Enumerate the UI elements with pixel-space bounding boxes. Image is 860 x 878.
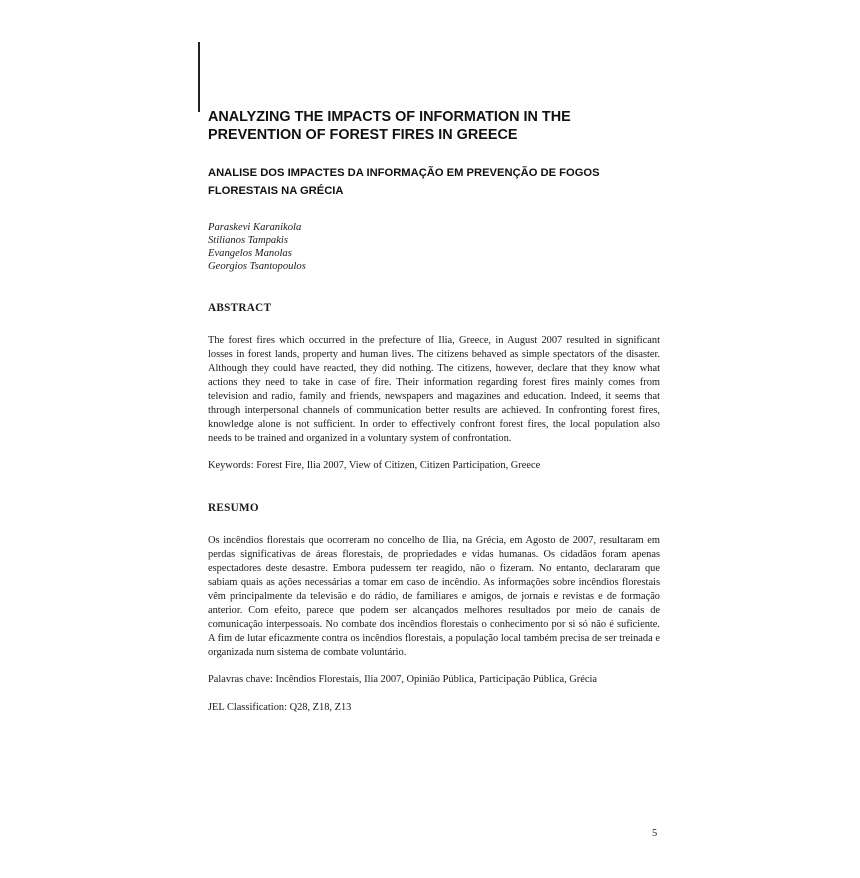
abstract-text: The forest fires which occurred in the prefecture of Ilia, Greece, in August 2007 resulted in significant losses in forest lands, property and human lives. The citizens behaved as simple spectators of the disaster. Although they could have reacted, they did nothing. The citizens, however, declare that they know what actions they need to take in case of fire. Their information regarding forest fires mainly comes from television and radio, family and friends, newspapers and magazines and education. Indeed, it seems that through interpersonal channels of communication better results are achieved. In confronting forest fires, knowledge alone is not sufficient. In order to effectively confront forest fires, the local population also needs to be trained and organized in a voluntary system of confrontation.: [208, 335, 660, 444]
resumo-text: Os incêndios florestais que ocorreram no concelho de Ilia, na Grécia, em Agosto de 2007, resultaram em perdas significativas de áreas florestais, de propriedades e vidas humanas. Os cidadãos foram apenas espectadores deste desastre. Embora pudessem ter reagido, não o fizeram. No entanto, declararam que sabiam quais as ações necessárias a tomar em caso de incêndio. As informações sobre incêndios florestais vêm principalmente da televisão e do rádio, de familiares e amigos, de jornais e revistas e de formação anterior. Com efeito, parece que podem ser alcançados melhores resultados por meio de canais de comunicação interpessoais. No combate dos incêndios florestais o conhecimento por si só não é suficiente. A fim de lutar eficazmente contra os incêndios florestais, a população local também precisa de ser treinada e organizada num sistema de combate voluntário.: [208, 535, 660, 658]
author-name: Georgios Tsantopoulos: [208, 261, 306, 272]
paper-content: [208, 108, 660, 725]
paper-subtitle: ANALISE DOS IMPACTES DA INFORMAÇÃO EM PREVENÇÃO DE FOGOS FLORESTAIS NA GRÉCIA: [208, 167, 600, 197]
author-name: Paraskevi Karanikola: [208, 222, 302, 233]
resumo-heading: RESUMO: [208, 502, 259, 514]
jel-classification: JEL Classification: Q28, Z18, Z13: [208, 702, 352, 713]
margin-rule: [198, 42, 200, 112]
author-name: Stilianos Tampakis: [208, 235, 288, 246]
paper-title: ANALYZING THE IMPACTS OF INFORMATION IN THE PREVENTION OF FOREST FIRES IN GREECE: [208, 109, 571, 143]
keywords: Keywords: Forest Fire, Ilia 2007, View of Citizen, Citizen Participation, Greece: [208, 460, 541, 471]
author-list: [208, 221, 660, 273]
abstract-heading: ABSTRACT: [208, 302, 272, 314]
palavras-chave: Palavras chave: Incêndios Florestais, Ilia 2007, Opinião Pública, Participação Pública, Grécia: [208, 674, 597, 685]
page-number: 5: [652, 828, 658, 839]
author-name: Evangelos Manolas: [208, 248, 292, 259]
